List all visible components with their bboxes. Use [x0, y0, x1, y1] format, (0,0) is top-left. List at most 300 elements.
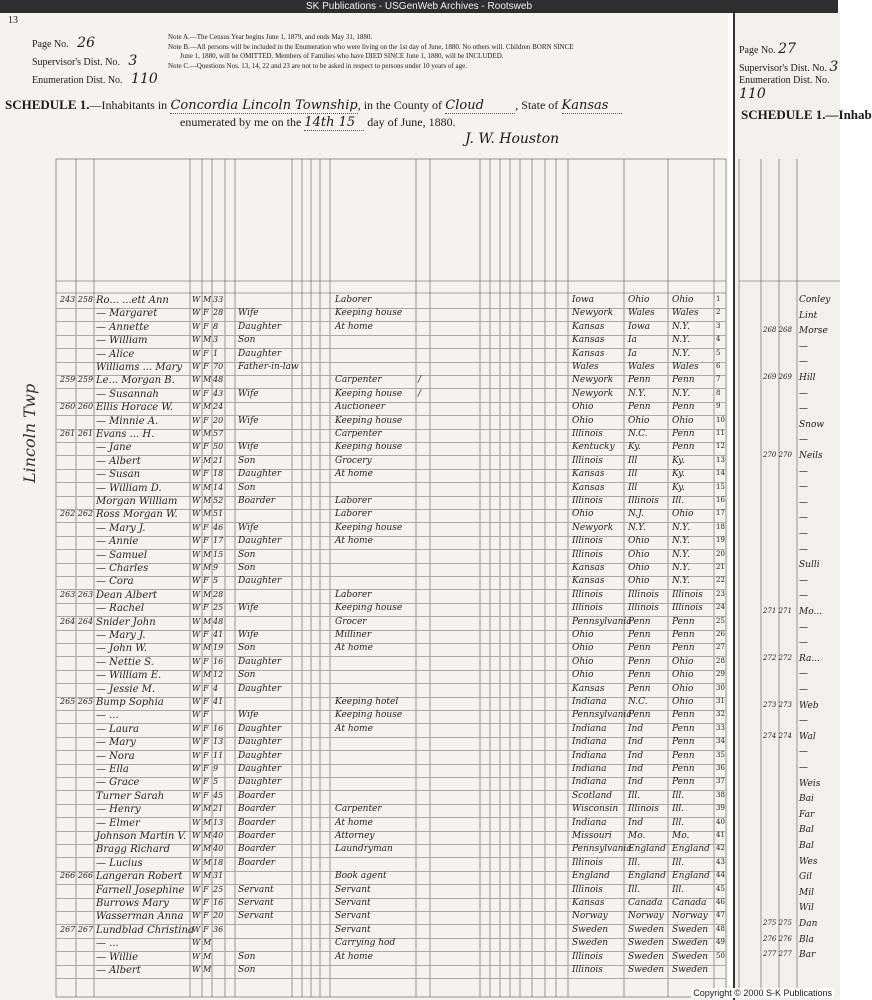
- p2-cell-name: Bal: [799, 825, 814, 836]
- cell-sex: M: [203, 817, 212, 827]
- cell-age: 48: [213, 375, 224, 385]
- p2-cell-name: —: [799, 575, 808, 586]
- p2-cell-name: —: [799, 622, 808, 633]
- cell-bp: Illinois: [572, 549, 603, 560]
- cell-col: W: [192, 348, 201, 358]
- cell-fbp: Ia: [628, 335, 637, 346]
- cell-col: W: [192, 750, 201, 760]
- cell-age: 52: [213, 496, 224, 505]
- cell-rel: Wife: [238, 442, 259, 453]
- cell-dw: 266 266: [60, 871, 94, 881]
- cell-fbp: Canada: [628, 898, 663, 908]
- cell-mbp: Ohio: [672, 683, 694, 694]
- cell-age: 17: [213, 536, 224, 546]
- p2-cell-name: Conley: [799, 295, 831, 305]
- cell-col: W: [192, 295, 201, 304]
- cell-col: W: [192, 603, 201, 613]
- cell-rel: Daughter: [238, 737, 282, 748]
- cell-sex: F: [203, 388, 209, 398]
- cell-n: 2: [716, 308, 721, 317]
- p2-census-row: [735, 433, 840, 449]
- cell-sex: M: [203, 482, 212, 492]
- cell-fbp: Ind: [628, 750, 644, 761]
- copyright-notice: Copyright © 2000 S-K Publications: [693, 988, 832, 998]
- cell-age: 20: [213, 911, 224, 921]
- cell-sex: M: [203, 643, 212, 653]
- place-value: Concordia Lincoln Township: [170, 98, 358, 113]
- cell-rel: Son: [238, 335, 256, 346]
- p2-cell-dw: 270 270: [763, 451, 792, 459]
- cell-mbp: Wales: [672, 362, 699, 372]
- cell-fbp: Ohio: [628, 295, 650, 305]
- cell-n: 40: [716, 817, 725, 826]
- cell-mbp: England: [672, 871, 710, 882]
- supervisor-value: 3: [128, 53, 138, 69]
- cell-sex: F: [203, 656, 209, 666]
- cell-sex: F: [203, 536, 209, 546]
- enumerator-signature: J. W. Houston: [465, 131, 560, 147]
- cell-n: 17: [716, 509, 725, 518]
- p2-cell-name: —: [799, 404, 808, 415]
- cell-name: Bragg Richard: [96, 844, 170, 856]
- cell-mbp: Canada: [672, 898, 707, 908]
- p2-supervisor-label: Supervisor's Dist. No.: [739, 63, 827, 74]
- cell-mbp: Illinois: [672, 603, 703, 614]
- cell-bp: Newyork: [572, 522, 614, 533]
- cell-mbp: N.Y.: [672, 563, 690, 573]
- cell-n: 34: [716, 737, 725, 746]
- cell-n: 27: [716, 643, 725, 652]
- cell-name: — Annie: [96, 536, 139, 548]
- cell-fbp: Illinois: [628, 496, 659, 506]
- cell-chk: /: [418, 388, 422, 399]
- cell-fbp: Penn: [628, 710, 651, 721]
- cell-age: 8: [213, 321, 219, 331]
- p2-cell-name: —: [799, 716, 808, 727]
- cell-sex: M: [203, 455, 212, 465]
- cell-sex: M: [203, 844, 212, 854]
- cell-fbp: Ill.: [628, 884, 641, 895]
- cell-col: W: [192, 415, 201, 425]
- cell-name: Bump Sophia: [96, 697, 164, 708]
- cell-mbp: N.Y.: [672, 549, 690, 560]
- cell-name: Lundblad Christina: [96, 924, 194, 936]
- cell-bp: Ohio: [572, 630, 594, 640]
- cell-sex: F: [203, 790, 209, 800]
- cell-sex: F: [203, 415, 209, 425]
- cell-n: 20: [716, 549, 725, 558]
- cell-rel: Daughter: [238, 656, 282, 667]
- cell-occ: At home: [335, 723, 373, 734]
- p2-census-row: [735, 839, 840, 855]
- cell-fbp: England: [628, 844, 666, 855]
- cell-n: 29: [716, 670, 725, 679]
- cell-occ: Grocer: [335, 616, 367, 627]
- p2-census-row: [735, 324, 840, 340]
- cell-occ: Carrying hod: [335, 938, 396, 949]
- p2-census-row: [735, 730, 840, 746]
- cell-fbp: Ill: [628, 455, 638, 466]
- cell-bp: Indiana: [572, 817, 607, 828]
- cell-sex: M: [203, 804, 212, 814]
- cell-n: 49: [716, 938, 725, 947]
- p2-cell-dw: 273 273: [763, 700, 792, 709]
- p2-page-no-label: Page No.: [739, 45, 776, 56]
- cell-sex: M: [203, 670, 212, 680]
- cell-bp: Wisconsin: [572, 804, 619, 815]
- cell-n: 4: [716, 335, 721, 344]
- cell-fbp: Ind: [628, 723, 644, 734]
- cell-sex: F: [203, 321, 209, 331]
- p2-cell-name: Morse: [799, 326, 828, 337]
- cell-n: 45: [716, 884, 725, 893]
- cell-col: W: [192, 884, 201, 894]
- cell-rel: Daughter: [238, 576, 282, 587]
- p2-cell-name: —: [799, 747, 808, 758]
- cell-fbp: Ind: [628, 777, 644, 788]
- cell-col: W: [192, 536, 201, 546]
- p2-cell-name: —: [799, 466, 808, 477]
- p2-cell-name: Far: [799, 809, 815, 820]
- cell-bp: Illinois: [572, 496, 603, 506]
- cell-col: W: [192, 589, 201, 599]
- cell-age: 13: [213, 737, 224, 747]
- county-value: Cloud: [445, 98, 515, 114]
- cell-fbp: Ohio: [628, 536, 650, 547]
- p2-cell-dw: 276 276: [763, 934, 792, 943]
- cell-age: 18: [213, 857, 224, 867]
- p2-cell-name: —: [799, 357, 808, 368]
- cell-name: Turner Sarah: [96, 790, 165, 802]
- p2-cell-dw: 269 269: [763, 373, 792, 381]
- p2-cell-name: Neils: [799, 451, 823, 461]
- cell-col: W: [192, 871, 201, 881]
- cell-dw: 261 261: [60, 429, 94, 438]
- cell-n: 30: [716, 683, 725, 692]
- cell-rel: Wife: [238, 415, 259, 426]
- p2-census-row: [735, 340, 840, 356]
- cell-sex: F: [203, 576, 209, 586]
- cell-col: W: [192, 938, 201, 948]
- cell-age: 1: [213, 348, 219, 358]
- cell-sex: F: [203, 630, 209, 639]
- cell-sex: M: [203, 509, 212, 519]
- cell-name: — Jane: [96, 442, 132, 454]
- cell-col: W: [192, 455, 201, 465]
- state-label: , State of: [515, 98, 559, 112]
- cell-occ: Book agent: [335, 871, 387, 882]
- cell-rel: Daughter: [238, 348, 282, 359]
- cell-n: 24: [716, 603, 725, 612]
- cell-n: 38: [716, 790, 725, 799]
- cell-name: — Henry: [96, 804, 141, 816]
- p2-cell-name: —: [799, 388, 808, 399]
- cell-sex: F: [203, 469, 209, 479]
- cell-name: Burrows Mary: [96, 898, 169, 909]
- cell-rel: Boarder: [238, 844, 276, 855]
- p2-census-row: [735, 886, 840, 902]
- cell-age: 21: [213, 455, 224, 465]
- cell-occ: Laborer: [335, 295, 372, 305]
- cell-col: W: [192, 549, 201, 559]
- cell-bp: Illinois: [572, 603, 603, 614]
- cell-col: W: [192, 643, 201, 653]
- p2-census-row: [735, 917, 840, 933]
- cell-fbp: Penn: [628, 656, 651, 667]
- cell-age: 19: [213, 643, 224, 653]
- p2-cell-name: —: [799, 591, 808, 602]
- cell-rel: Boarder: [238, 790, 276, 801]
- cell-age: 9: [213, 563, 219, 572]
- cell-mbp: N.Y.: [672, 335, 690, 346]
- census-notes: [168, 33, 708, 71]
- cell-age: 25: [213, 884, 224, 894]
- p2-cell-dw: 275 275: [763, 919, 792, 927]
- cell-mbp: Penn: [672, 723, 695, 734]
- cell-mbp: Ill.: [672, 857, 685, 868]
- cell-mbp: Wales: [672, 308, 699, 319]
- cell-rel: Daughter: [238, 764, 282, 774]
- p2-cell-name: Wes: [799, 856, 818, 867]
- cell-rel: Daughter: [238, 321, 282, 332]
- cell-bp: Illinois: [572, 589, 603, 600]
- cell-col: W: [192, 375, 201, 385]
- p2-census-row: [735, 870, 840, 886]
- cell-col: W: [192, 670, 201, 680]
- cell-bp: England: [572, 871, 610, 882]
- cell-bp: Kansas: [572, 321, 605, 332]
- p2-cell-name: —: [799, 435, 808, 446]
- cell-mbp: Ohio: [672, 415, 694, 426]
- cell-occ: At home: [335, 643, 373, 654]
- p2-census-row: [735, 309, 840, 325]
- cell-age: 16: [213, 656, 224, 666]
- cell-sex: F: [203, 308, 209, 318]
- cell-age: 11: [213, 750, 224, 760]
- cell-n: 10: [716, 415, 725, 424]
- cell-rel: Wife: [238, 388, 259, 399]
- cell-mbp: N.Y.: [672, 321, 690, 332]
- enumerated-line: [180, 115, 456, 131]
- cell-name: — Mary J.: [96, 522, 146, 534]
- cell-age: 43: [213, 388, 224, 398]
- cell-bp: Sweden: [572, 924, 609, 935]
- cell-n: 21: [716, 563, 725, 571]
- schedule-heading: [5, 97, 622, 114]
- cell-col: W: [192, 817, 201, 827]
- cell-rel: Son: [238, 563, 256, 573]
- cell-fbp: Penn: [628, 670, 651, 681]
- cell-bp: Newyork: [572, 375, 614, 386]
- cell-mbp: Ky.: [672, 469, 685, 480]
- p2-census-row: [735, 558, 840, 574]
- cell-n: 23: [716, 589, 725, 598]
- cell-age: 16: [213, 723, 224, 733]
- cell-age: 70: [213, 362, 224, 371]
- cell-mbp: Penn: [672, 429, 695, 439]
- p2-census-row: [735, 636, 840, 652]
- cell-fbp: Sweden: [628, 965, 665, 975]
- p2-cell-name: —: [799, 529, 808, 539]
- cell-col: W: [192, 764, 201, 773]
- cell-bp: Iowa: [572, 295, 595, 305]
- cell-rel: Daughter: [238, 536, 282, 547]
- cell-age: 16: [213, 898, 224, 907]
- cell-mbp: Ohio: [672, 509, 694, 520]
- p2-cell-name: Wal: [799, 731, 816, 742]
- p2-census-row: [735, 589, 840, 605]
- cell-name: — Jessie M.: [96, 683, 156, 695]
- cell-col: W: [192, 616, 201, 626]
- cell-n: 26: [716, 630, 725, 638]
- cell-sex: M: [203, 616, 212, 626]
- cell-sex: F: [203, 898, 209, 907]
- cell-mbp: Sweden: [672, 965, 709, 975]
- p2-census-row: [735, 402, 840, 418]
- cell-age: 40: [213, 831, 224, 840]
- cell-bp: Indiana: [572, 737, 607, 748]
- cell-col: W: [192, 469, 201, 479]
- cell-col: W: [192, 308, 201, 318]
- cell-name: Ross Morgan W.: [96, 509, 178, 521]
- cell-age: 25: [213, 603, 224, 613]
- cell-sex: M: [203, 295, 212, 304]
- cell-mbp: Penn: [672, 764, 695, 774]
- row-rule: [56, 978, 726, 979]
- cell-col: W: [192, 844, 201, 854]
- cell-dw: 262 262: [60, 509, 94, 519]
- cell-bp: Kansas: [572, 898, 605, 908]
- cell-mbp: Ill.: [672, 496, 685, 506]
- cell-bp: Illinois: [572, 884, 603, 895]
- cell-n: 3: [716, 321, 721, 330]
- cell-bp: Illinois: [572, 951, 603, 962]
- cell-n: 33: [716, 723, 725, 732]
- cell-n: 28: [716, 656, 725, 665]
- cell-col: W: [192, 737, 201, 747]
- cell-occ: Attorney: [335, 831, 375, 841]
- cell-name: — Albert: [96, 965, 141, 976]
- cell-bp: Ohio: [572, 509, 594, 520]
- cell-name: Langeran Robert: [96, 871, 183, 883]
- cell-name: — Mary: [96, 737, 136, 749]
- cell-name: — William D.: [96, 482, 162, 494]
- cell-fbp: Penn: [628, 375, 651, 386]
- cell-mbp: Ohio: [672, 670, 694, 681]
- cell-name: Dean Albert: [96, 589, 158, 601]
- cell-age: 12: [213, 670, 224, 680]
- cell-n: 9: [716, 402, 721, 411]
- cell-col: W: [192, 335, 201, 345]
- p2-census-row: [735, 465, 840, 481]
- p2-enum-value: 110: [739, 86, 766, 102]
- p2-cell-name: —: [799, 669, 808, 680]
- cell-sex: M: [203, 589, 212, 599]
- p2-supervisor-line: [739, 59, 838, 75]
- cell-fbp: N.J.: [628, 509, 644, 520]
- cell-col: W: [192, 321, 201, 331]
- cell-age: 51: [213, 509, 224, 519]
- cell-name: — Lucius: [96, 857, 143, 869]
- cell-sex: M: [203, 831, 212, 840]
- p2-census-row: [735, 387, 840, 403]
- cell-col: W: [192, 522, 201, 532]
- cell-occ: Keeping house: [335, 710, 403, 721]
- cell-bp: Newyork: [572, 308, 614, 319]
- cell-mbp: Penn: [672, 643, 695, 654]
- cell-col: W: [192, 723, 201, 733]
- cell-age: 3: [213, 335, 219, 345]
- cell-n: 11: [716, 429, 725, 437]
- cell-age: 45: [213, 790, 224, 800]
- p2-census-row: [735, 761, 840, 777]
- cell-n: 37: [716, 777, 725, 786]
- state-value: Kansas: [562, 98, 622, 114]
- cell-name: — Minnie A.: [96, 415, 159, 427]
- cell-occ: Milliner: [335, 630, 372, 640]
- cell-rel: Son: [238, 549, 256, 560]
- enumerated-day: 14th 15: [304, 115, 364, 131]
- cell-occ: Laborer: [335, 589, 372, 600]
- cell-sex: M: [203, 857, 212, 867]
- cell-dw: 263 263: [60, 589, 94, 599]
- cell-col: W: [192, 898, 201, 907]
- p2-census-row: [735, 699, 840, 715]
- page-no-value: 26: [77, 35, 95, 51]
- cell-age: 41: [213, 697, 224, 706]
- cell-fbp: Illinois: [628, 603, 659, 614]
- cell-rel: Boarder: [238, 804, 276, 815]
- cell-sex: F: [203, 737, 209, 747]
- cell-fbp: N.Y.: [628, 522, 646, 533]
- p2-cell-name: Mo...: [799, 607, 823, 617]
- cell-mbp: Penn: [672, 750, 695, 761]
- p2-enum-line: [739, 75, 840, 102]
- cell-mbp: Penn: [672, 442, 695, 453]
- cell-n: 46: [716, 898, 725, 906]
- cell-mbp: Ill.: [672, 804, 685, 815]
- cell-age: 15: [213, 549, 224, 559]
- cell-n: 6: [716, 362, 721, 370]
- cell-sex: M: [203, 871, 212, 881]
- cell-bp: Illinois: [572, 429, 603, 439]
- cell-fbp: Penn: [628, 643, 651, 654]
- cell-dw: 265 265: [60, 697, 94, 706]
- cell-bp: Illinois: [572, 536, 603, 547]
- cell-age: 5: [213, 777, 219, 787]
- cell-name: — Alice: [96, 348, 135, 360]
- cell-name: Snider John: [96, 616, 156, 628]
- cell-fbp: Illinois: [628, 804, 659, 815]
- p2-census-row: [735, 371, 840, 387]
- cell-fbp: Illinois: [628, 589, 659, 600]
- p2-cell-dw: 268 268: [763, 326, 792, 335]
- cell-chk: /: [418, 375, 422, 386]
- cell-age: 5: [213, 576, 219, 586]
- cell-n: 7: [716, 375, 721, 384]
- cell-rel: Wife: [238, 710, 259, 721]
- cell-name: — Susan: [96, 469, 141, 481]
- cell-bp: Ohio: [572, 415, 594, 426]
- note-b: Note B.—All persons will be included in the Enumeration who were living on the 1st day of June, 1880. No others will. Children BORN SINCE: [168, 42, 574, 51]
- cell-occ: Keeping hotel: [335, 697, 399, 707]
- cell-col: W: [192, 831, 201, 840]
- cell-mbp: Illinois: [672, 589, 703, 600]
- cell-bp: Illinois: [572, 965, 603, 975]
- p2-census-row: [735, 667, 840, 683]
- cell-n: 50: [716, 951, 725, 960]
- cell-name: — Nora: [96, 750, 135, 762]
